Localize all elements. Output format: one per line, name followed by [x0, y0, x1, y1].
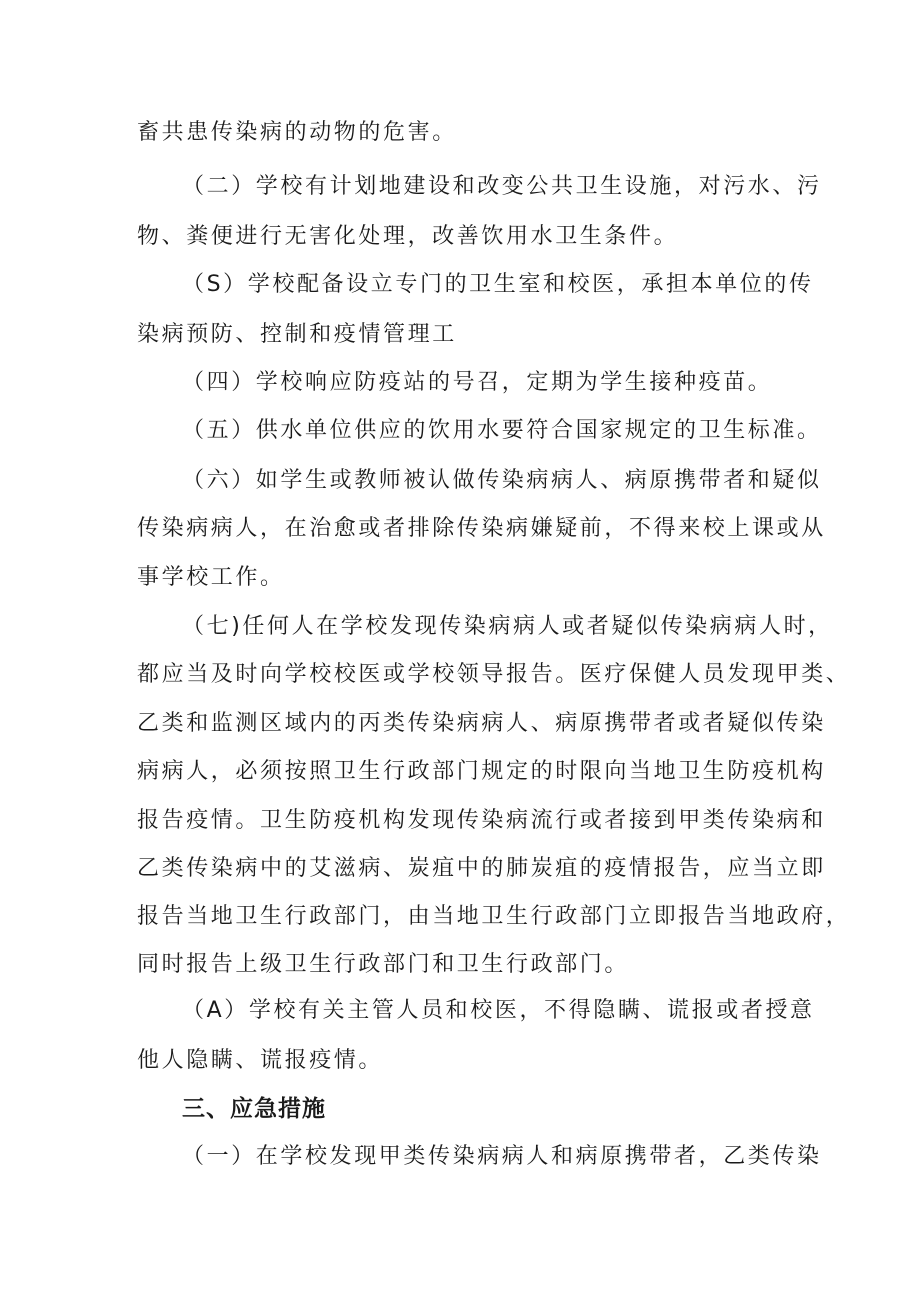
text-line: 传染病病人，在治愈或者排除传染病嫌疑前，不得来校上课或从: [137, 516, 826, 541]
paragraph-6-line-1: （六）如学生或教师被认做传染病病人、病原携带者和疑似: [182, 468, 822, 493]
paragraph-4: （四）学校响应防疫站的号召，定期为学生接种疫苗。: [182, 370, 773, 395]
text-line: 乙类传染病中的艾滋病、炭疽中的肺炭疽的疫情报告，应当立即: [137, 856, 826, 881]
text-line: 都应当及时向学校校医或学校领导报告。医疗保健人员发现甲类、: [137, 662, 851, 687]
text-line: 同时报告上级卫生行政部门和卫生行政部门。: [137, 952, 630, 977]
text-line: 物、粪便进行无害化处理，改善饮用水卫生条件。: [137, 224, 679, 249]
text-line: 乙类和监测区域内的丙类传染病病人、病原携带者或者疑似传染: [137, 711, 826, 736]
text-line: 事学校工作。: [137, 565, 285, 590]
paragraph-3-line-1: （S）学校配备设立专门的卫生室和校医，承担本单位的传: [182, 272, 814, 297]
text-line: 染病预防、控制和疫情管理工: [137, 322, 457, 347]
text-line: 报告当地卫生行政部门，由当地卫生行政部门立即报告当地政府，: [137, 904, 851, 929]
text-line: 病病人，必须按照卫生行政部门规定的时限向当地卫生防疫机构: [137, 759, 826, 784]
paragraph-2-line-1: （二）学校有计划地建设和改变公共卫生设施，对污水、污: [182, 174, 822, 199]
paragraph-8-line-1: （A）学校有关主管人员和校医，不得隐瞒、谎报或者授意: [182, 998, 815, 1023]
section-heading: 三、应急措施: [182, 1096, 326, 1122]
section-3-paragraph-1-line-1: （一）在学校发现甲类传染病病人和病原携带者，乙类传染: [182, 1144, 822, 1169]
text-line: 报告疫情。卫生防疫机构发现传染病流行或者接到甲类传染病和: [137, 808, 826, 833]
paragraph-5: （五）供水单位供应的饮用水要符合国家规定的卫生标准。: [182, 418, 822, 443]
paragraph-7-line-1: （七)任何人在学校发现传染病病人或者疑似传染病病人时，: [182, 614, 833, 639]
text-line: 他人隐瞒、谎报疫情。: [137, 1048, 384, 1073]
text-line: 畜共患传染病的动物的危害。: [137, 120, 457, 145]
